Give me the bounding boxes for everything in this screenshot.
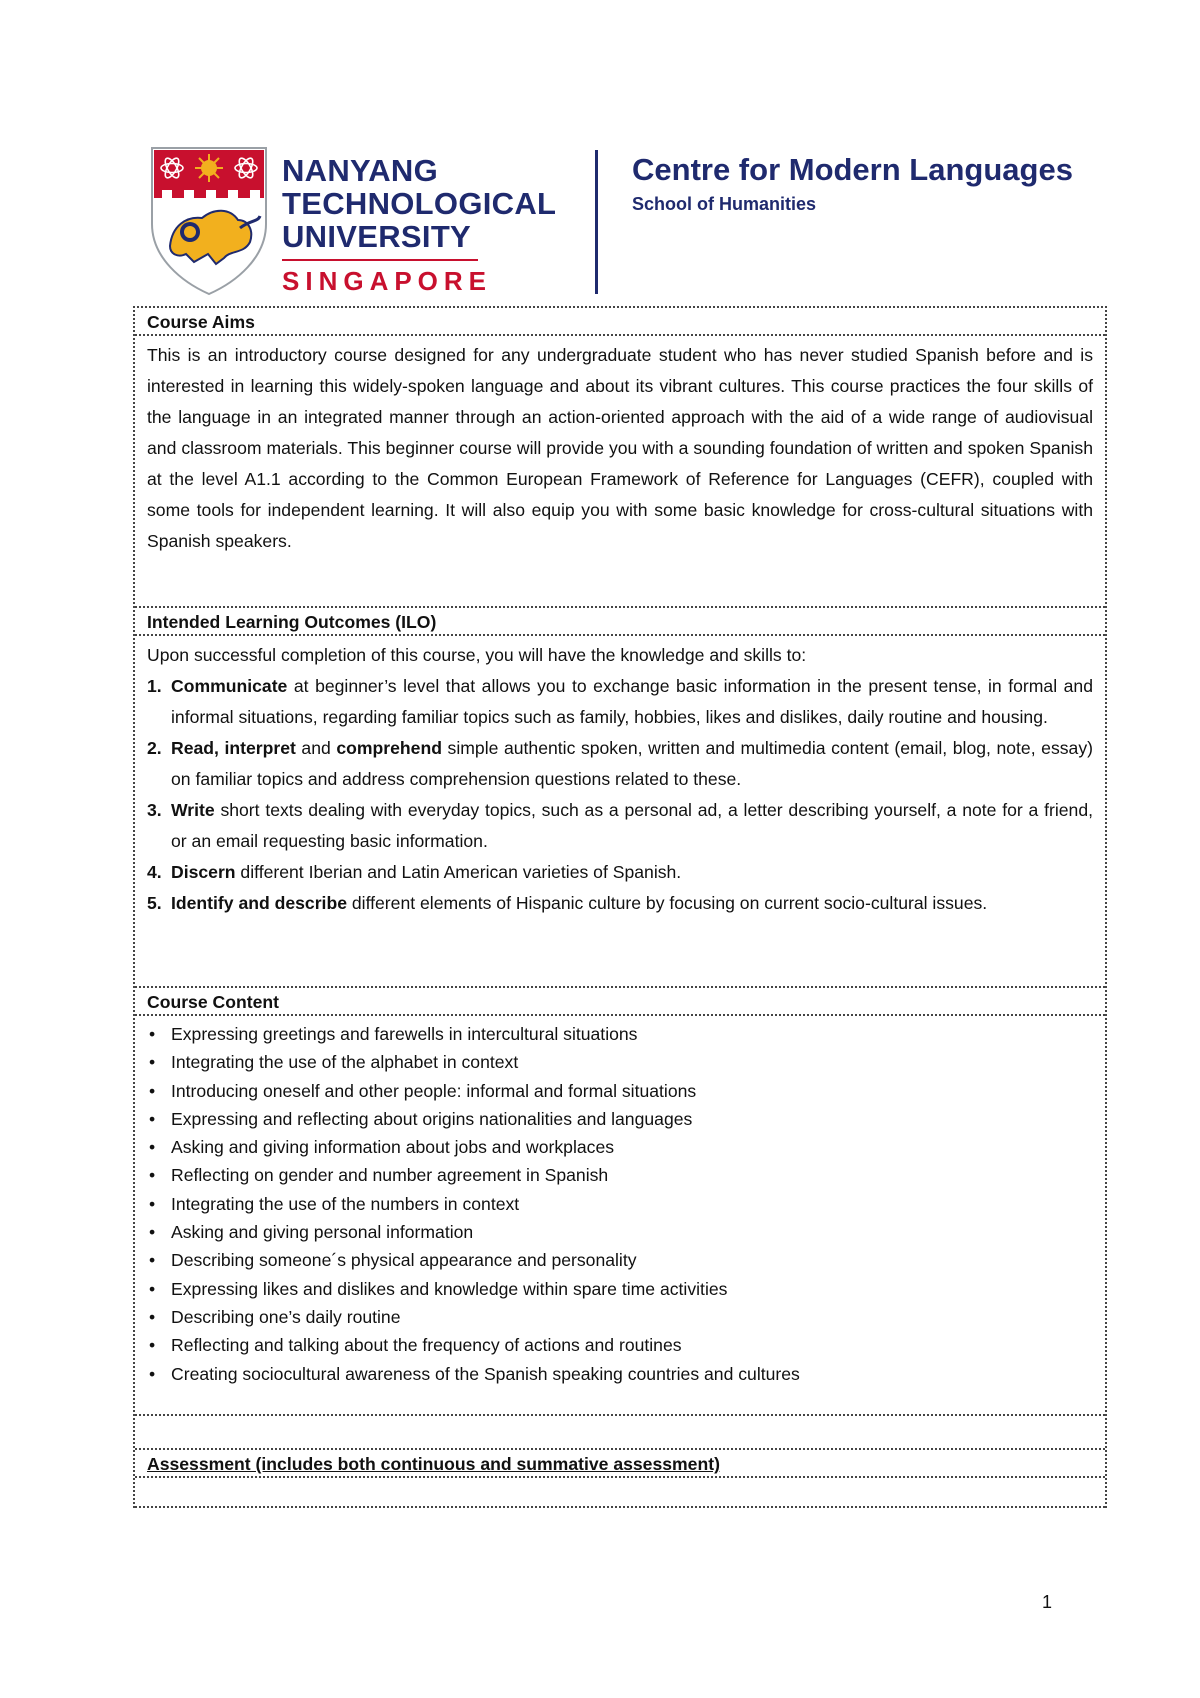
ilo-keyword: Communicate xyxy=(171,676,288,696)
list-item xyxy=(147,1133,1093,1161)
list-item-text: Reflecting on gender and number agreement in Spanish xyxy=(171,1165,609,1186)
ilo-text: at beginner’s level that allows you to exchange basic information in the present tense, in formal and informal situations, regarding familiar topics such as family, hobbies, likes and dislikes, daily routine and housing. xyxy=(171,676,1093,727)
list-item xyxy=(147,1077,1093,1105)
aims-section xyxy=(135,336,1105,608)
ilo-keyword: comprehend xyxy=(336,738,442,758)
uni-red-rule xyxy=(282,259,478,261)
list-item-text: Reflecting and talking about the frequency of actions and routines xyxy=(171,1335,682,1356)
ilo-keyword: Discern xyxy=(171,862,236,882)
ilo-number: 5. xyxy=(147,893,162,913)
bullet-icon: • xyxy=(149,1335,156,1356)
ilo-heading: Intended Learning Outcomes (ILO) xyxy=(135,608,1105,636)
ilo-section xyxy=(135,636,1105,988)
bullet-icon: • xyxy=(149,1222,156,1243)
ilo-number: 1. xyxy=(147,676,162,696)
page-number: 1 xyxy=(1042,1592,1053,1612)
assessment-spacer xyxy=(135,1416,1105,1450)
bullet-icon: • xyxy=(149,1165,156,1186)
bullet-icon: • xyxy=(149,1306,156,1327)
bullet-icon: • xyxy=(149,1052,156,1073)
list-item xyxy=(147,1020,1093,1048)
bullet-icon: • xyxy=(149,1108,156,1129)
assessment-section xyxy=(135,1478,1105,1508)
ilo-list xyxy=(147,671,1093,919)
list-item xyxy=(147,1275,1093,1303)
uni-name-line-2: TECHNOLOGICAL xyxy=(282,186,557,221)
list-item-text: Integrating the use of the alphabet in context xyxy=(171,1052,519,1073)
list-item xyxy=(147,1105,1093,1133)
content-section xyxy=(135,1016,1105,1416)
ilo-number: 2. xyxy=(147,738,162,758)
list-item xyxy=(147,1190,1093,1218)
list-item xyxy=(147,1048,1093,1076)
assessment-heading: Assessment (includes both continuous and summative assessment) xyxy=(135,1450,1105,1478)
ilo-item xyxy=(147,795,1093,857)
ilo-item xyxy=(147,733,1093,795)
bullet-icon: • xyxy=(149,1137,156,1158)
ilo-intro: Upon successful completion of this course, you will have the knowledge and skills to: xyxy=(147,645,807,665)
list-item-text: Asking and giving information about jobs and workplaces xyxy=(171,1137,615,1158)
header-divider xyxy=(595,150,598,294)
list-item-text: Expressing and reflecting about origins nationalities and languages xyxy=(171,1108,693,1129)
bullet-icon: • xyxy=(149,1363,156,1384)
document-header xyxy=(150,146,1090,296)
ilo-item xyxy=(147,857,1093,888)
bullet-icon: • xyxy=(149,1024,156,1044)
content-heading: Course Content xyxy=(135,988,1105,1016)
aims-text: This is an introductory course designed for any undergraduate student who has never studied Spanish before and is interested in learning this widely-spoken language and about its vibrant cultures. This course practices the four skills of the language in an integrated manner through an action-oriented approach with the aid of a wide range of audiovisual and classroom materials. This beginner course will provide you with a sounding foundation of written and spoken Spanish at the level A1.1 according to the Common European Framework of Reference for Languages (CEFR), coupled with some tools for independent learning. It will also equip you with some basic knowledge for cross-cultural situations with Spanish speakers. xyxy=(147,345,1093,551)
list-item xyxy=(147,1303,1093,1331)
ilo-item xyxy=(147,671,1093,733)
ilo-keyword: Read, interpret xyxy=(171,738,296,758)
bullet-icon: • xyxy=(149,1193,156,1214)
centre-block xyxy=(632,152,1073,218)
ilo-text: short texts dealing with everyday topics, such as a personal ad, a letter describing yourself, a note for a friend, or an email requesting basic information. xyxy=(171,800,1093,851)
list-item xyxy=(147,1246,1093,1274)
aims-heading: Course Aims xyxy=(135,308,1105,336)
ilo-text: simple authentic spoken, written and multimedia content (email, blog, note, essay) on familiar topics and address comprehension questions related to these. xyxy=(171,738,1093,789)
bullet-icon: • xyxy=(149,1080,156,1101)
ilo-text: different Iberian and Latin American varieties of Spanish. xyxy=(235,862,682,882)
list-item-text: Integrating the use of the numbers in context xyxy=(171,1193,520,1214)
ilo-number: 3. xyxy=(147,800,162,820)
centre-subtitle: School of Humanities xyxy=(632,194,817,214)
ilo-item xyxy=(147,888,1093,919)
uni-name-singapore: SINGAPORE xyxy=(282,266,493,296)
list-item-text: Introducing oneself and other people: informal and formal situations xyxy=(171,1080,697,1101)
ilo-text: different elements of Hispanic culture by focusing on current socio-cultural issues. xyxy=(346,893,988,913)
list-item-text: Expressing likes and dislikes and knowledge within spare time activities xyxy=(171,1278,728,1299)
uni-name-line-3: UNIVERSITY xyxy=(282,219,472,254)
list-item-text: Describing one’s daily routine xyxy=(171,1306,401,1327)
bullet-icon: • xyxy=(149,1278,156,1299)
list-item xyxy=(147,1360,1093,1388)
ilo-number: 4. xyxy=(147,862,162,882)
course-outline-table xyxy=(133,306,1107,1508)
list-item-text: Describing someone´s physical appearance and personality xyxy=(171,1250,637,1271)
bullet-icon: • xyxy=(149,1250,156,1271)
list-item-text: Asking and giving personal information xyxy=(171,1222,474,1243)
list-item xyxy=(147,1331,1093,1359)
list-item-text: Creating sociocultural awareness of the Spanish speaking countries and cultures xyxy=(171,1363,800,1384)
ilo-keyword: Identify and describe xyxy=(171,893,347,913)
ilo-text: and xyxy=(295,738,337,758)
list-item-text: Expressing greetings and farewells in intercultural situations xyxy=(171,1024,638,1044)
ntu-crest-logo xyxy=(150,146,268,296)
university-wordmark xyxy=(282,154,556,295)
uni-name-line-1: NANYANG xyxy=(282,153,438,188)
list-item xyxy=(147,1161,1093,1189)
content-list xyxy=(147,1020,1093,1388)
ilo-keyword: Write xyxy=(171,800,215,820)
centre-title: Centre for Modern Languages xyxy=(632,152,1073,187)
list-item xyxy=(147,1218,1093,1246)
